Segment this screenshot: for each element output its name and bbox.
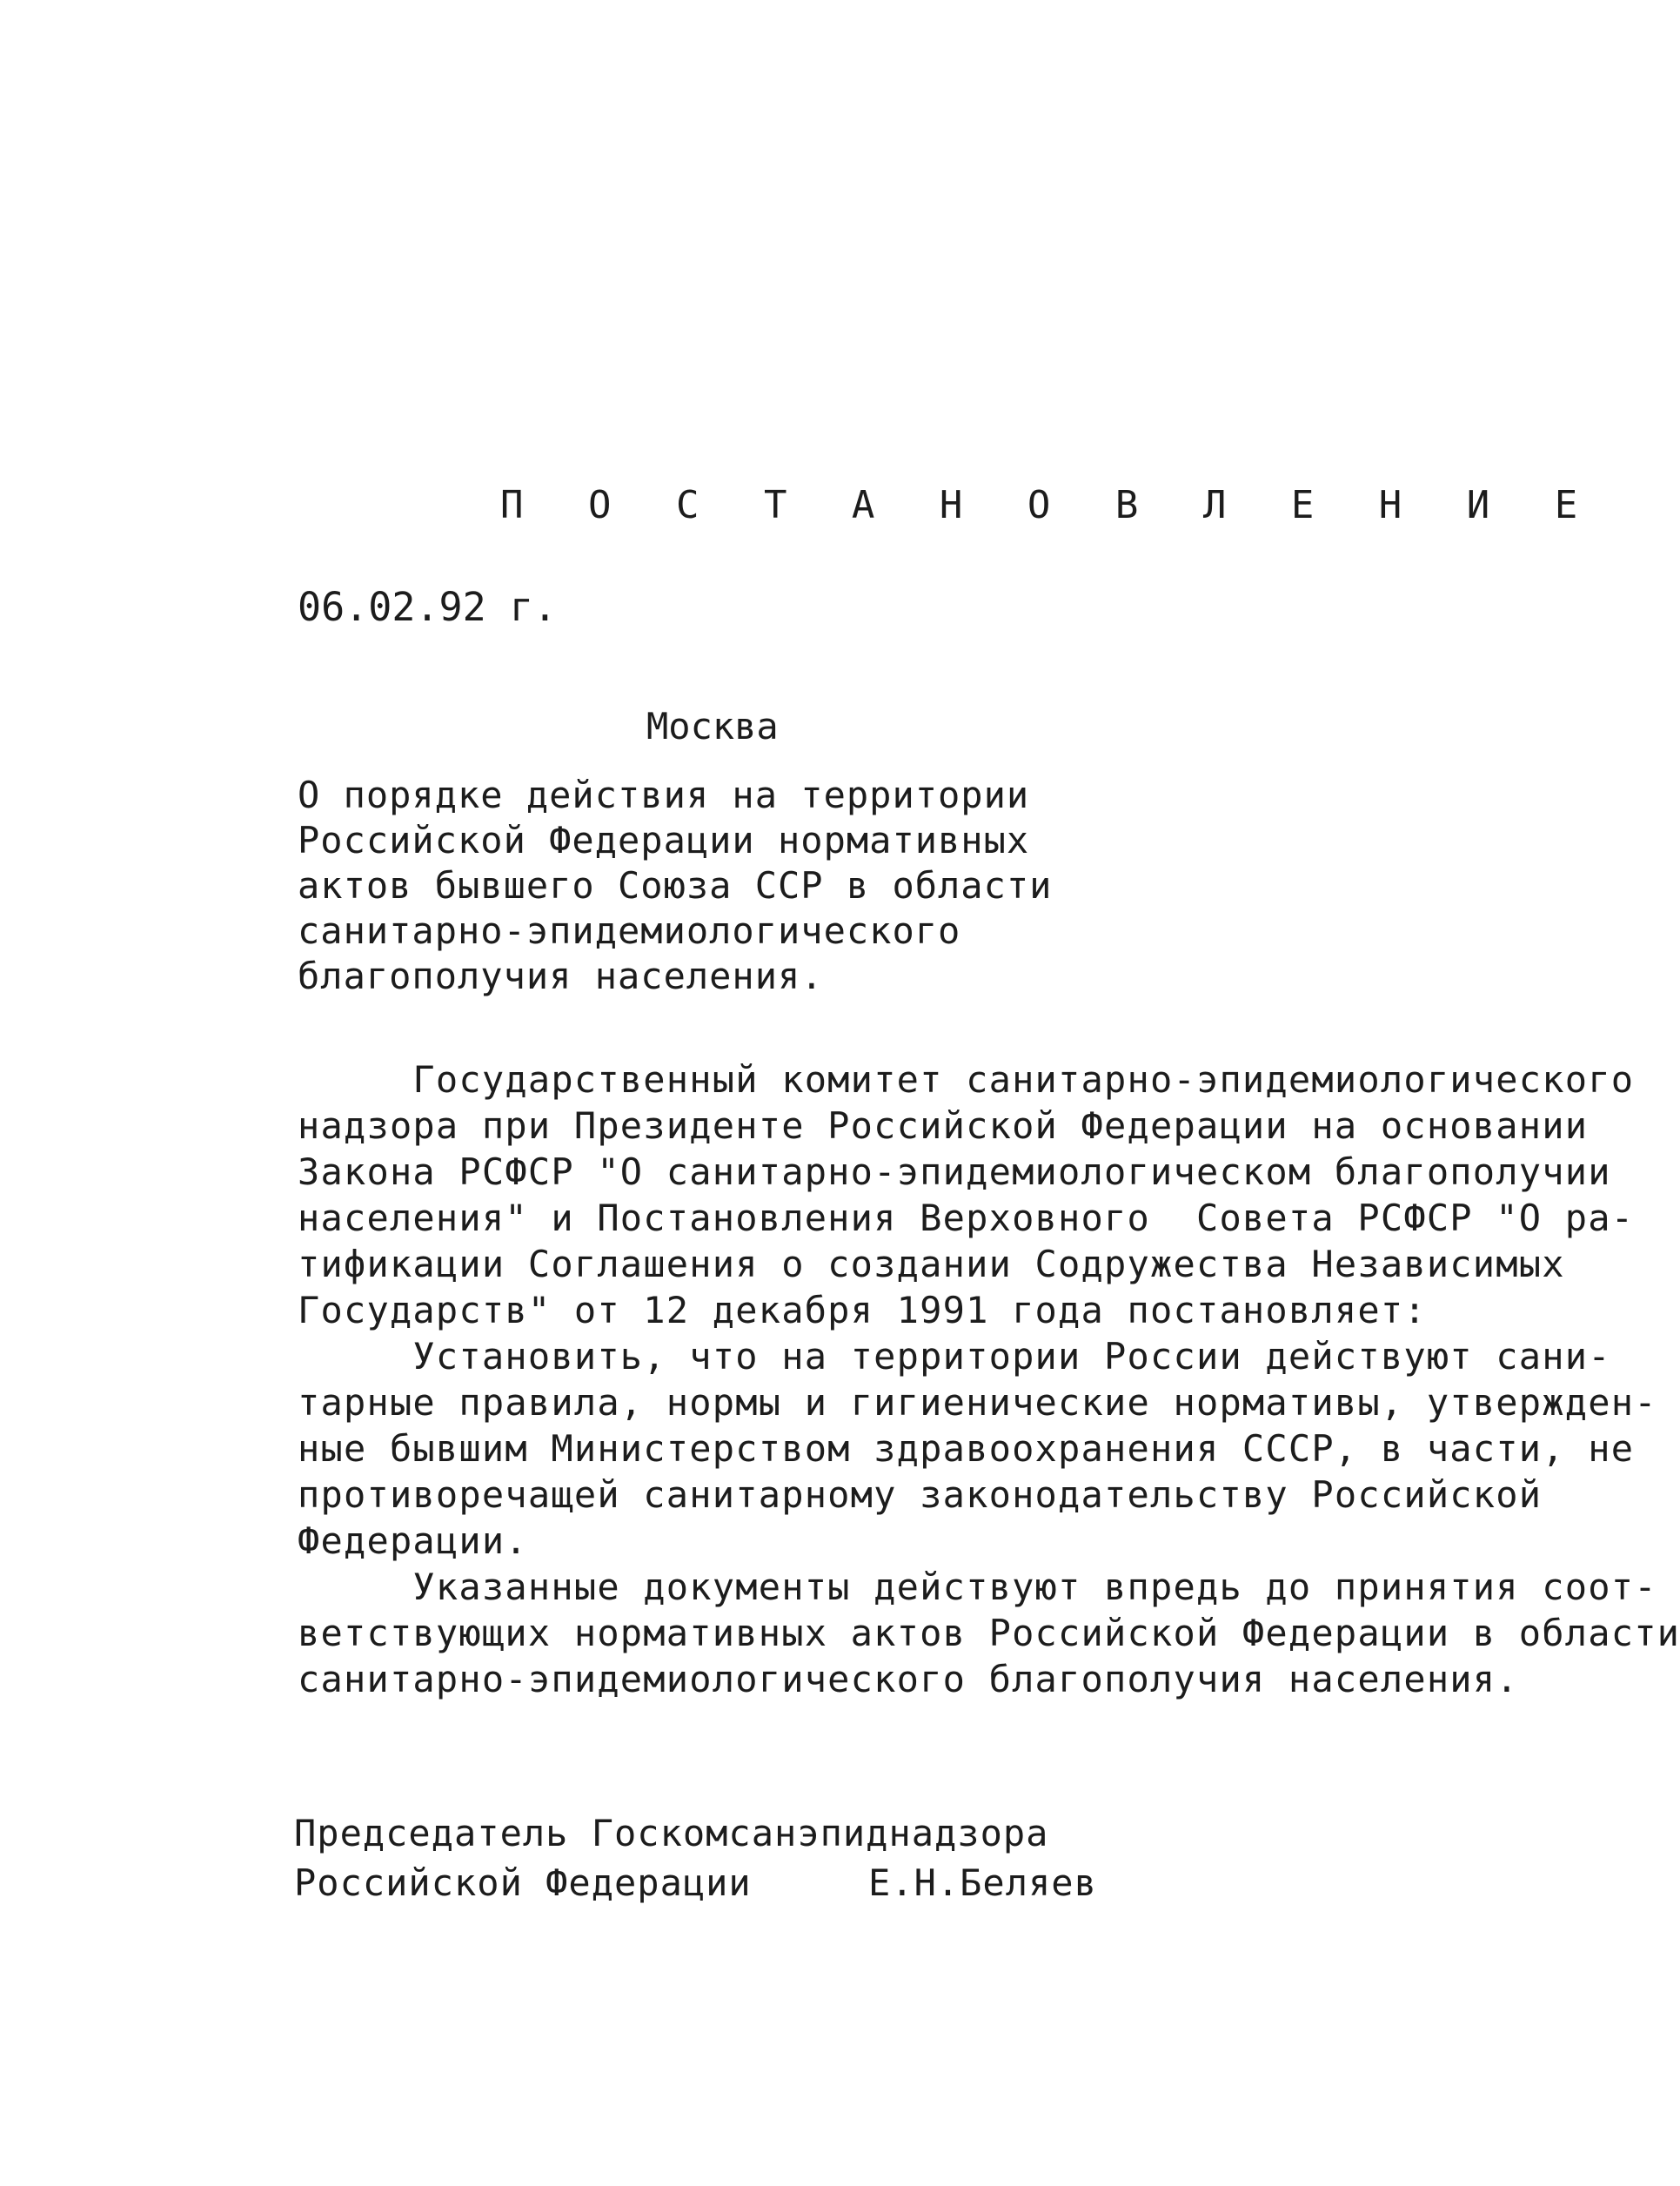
body-line: противоречащей санитарному законодательству Российской [298, 1473, 1543, 1516]
signer-name: Е.Н.Беляев [868, 1861, 1097, 1904]
body-line: Государств" от 12 декабря 1991 года постановляет: [298, 1289, 1427, 1331]
document-title: П О С Т А Н О В Л Е Н И Е [500, 483, 1599, 527]
body-line: санитарно-эпидемиологического благополучия населения. [298, 1658, 1519, 1700]
subject-line: О порядке действия на территории [298, 774, 1030, 816]
document-subject [298, 773, 1053, 999]
body-line: Федерации. [298, 1519, 528, 1562]
body-line: Закона РСФСР "О санитарно-эпидемиологическом благополучии [298, 1150, 1611, 1193]
body-line: ные бывшим Министерством здравоохранения СССР, в части, не [298, 1427, 1635, 1470]
body-line: Указанные документы действуют впредь до принятия соот- [298, 1566, 1657, 1608]
body-line: Установить, что на территории России действуют сани- [298, 1335, 1611, 1378]
signature-block [294, 1808, 1251, 1908]
document-date: 06.02.92 г. [298, 584, 558, 630]
body-line: Государственный комитет санитарно-эпидемиологического [298, 1058, 1635, 1101]
subject-line: санитарно-эпидемиологического [298, 909, 961, 952]
subject-line: благополучия населения. [298, 955, 824, 997]
body-line: тификации Соглашения о создании Содружества Независимых [298, 1243, 1565, 1285]
subject-line: Российской Федерации нормативных [298, 819, 1030, 862]
body-line: тарные правила, нормы и гигиенические нормативы, утвержден- [298, 1381, 1657, 1424]
document-city: Москва [646, 705, 779, 748]
body-line: ветствующих нормативных актов Российской Федерации в области [298, 1612, 1680, 1654]
signature-position-line: Председатель Госкомсанэпиднадзора [294, 1812, 1049, 1854]
document-body [298, 1056, 1680, 1702]
signature-position-line: Российской Федерации [294, 1861, 752, 1904]
body-line: населения" и Постановления Верховного Совета РСФСР "О ра- [298, 1197, 1635, 1239]
body-line: надзора при Президенте Российской Федерации на основании [298, 1104, 1589, 1147]
subject-line: актов бывшего Союза ССР в области [298, 864, 1053, 907]
